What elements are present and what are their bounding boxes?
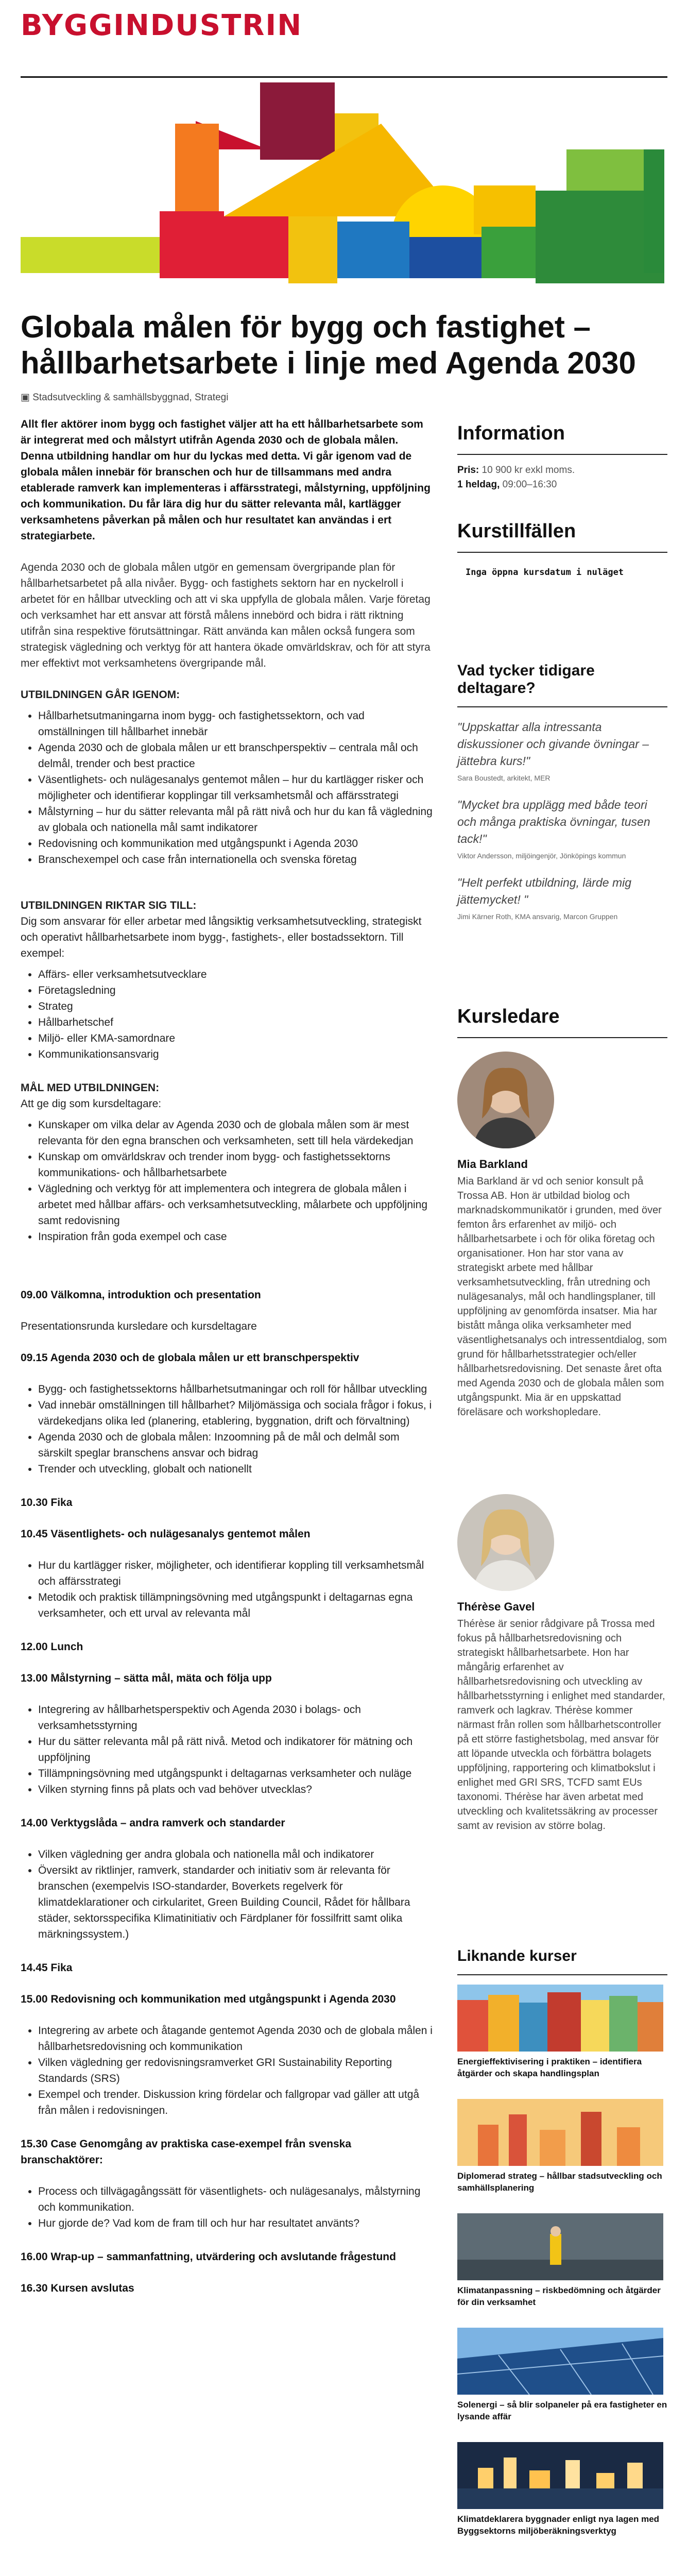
list-item: • Översikt av riktlinjer, ramverk, standarder och initiativ som är relevanta för branschen (exempelvis ISO-standarder, Boverkets regelverk för klimatdeklarationer och cirkularitet, Green Building Council, Rådet för hållbara städer, sektorsspecifika Klimatinitiativ och Färdplaner för fossilfritt samt olika märkningssystem.) — [38, 1862, 433, 1942]
list-item: • Vad innebär omställningen till hållbarhet? Miljömässiga och sociala frågor i fokus, i värdekedjans olika led (planering, etablering, byggnation, drift och förvaltning) — [38, 1397, 433, 1429]
schedule-1300-list — [21, 1702, 433, 1798]
target-heading: UTBILDNINGEN RIKTAR SIG TILL: — [21, 900, 197, 911]
quote-author-2: Viktor Andersson, miljöingenjör, Jönköpings kommun — [457, 852, 626, 860]
course-title[interactable]: Diplomerad strateg – hållbar stadsutveckling och samhällsplanering — [457, 2171, 662, 2193]
info-title: Information — [457, 422, 565, 444]
lead-paragraph: Allt fler aktörer inom bygg och fastighet väljer att ha ett hållbarhetsarbete som är integrerat med och målstyrt utifrån Agenda 2030 och de globala målen. Denna utbildning handlar om hur du lyckas med detta. Vi går igenom vad de globala målen innebär för branschen och hur de tillsammans med andra etablerade ramverk kan implementeras i affärsstrategi, målstyrning, uppföljning och kommunikation. Du får lära dig hur du sätter relevanta mål, kartlägger verksamhetens påverkan på målen och hur resultatet kan användas i ert strategiarbete. — [21, 418, 431, 542]
list-item: • Trender och utveckling, globalt och nationellt — [38, 1461, 433, 1477]
schedule-1400: 14.00 Verktygslåda – andra ramverk och standarder — [21, 1817, 285, 1829]
occasions-empty: Inga öppna kursdatum i nuläget — [466, 567, 624, 578]
goal-intro: Att ge dig som kursdeltagare: — [21, 1098, 162, 1110]
category-meta — [21, 392, 228, 403]
list-item: • Vilken vägledning ger redovisningsramverket GRI Sustainability Reporting Standards (SRS) — [38, 2055, 433, 2087]
list-item: • Hållbarhetschef — [38, 1014, 433, 1030]
course-card[interactable] — [457, 2213, 667, 2308]
course-card[interactable] — [457, 2099, 667, 2194]
leaders-title: Kursledare — [457, 1006, 560, 1027]
course-image — [457, 2213, 663, 2280]
quote-author-3: Jimi Kärner Roth, KMA ansvarig, Marcon Gruppen — [457, 912, 618, 921]
course-card[interactable] — [457, 2442, 667, 2537]
schedule-1600: 16.00 Wrap-up – sammanfattning, utvärdering och avslutande frågestund — [21, 2251, 396, 2263]
schedule-1300: 13.00 Målstyrning – sätta mål, mäta och följa upp — [21, 1672, 272, 1684]
course-title[interactable]: Energieffektivisering i praktiken – identifiera åtgärder och skapa handlingsplan — [457, 2057, 642, 2078]
header-divider — [21, 76, 667, 78]
occasions-box — [457, 520, 667, 578]
schedule-1045-list — [21, 1557, 433, 1621]
similar-title: Liknande kurser — [457, 1947, 577, 1964]
list-item: • Vilken styrning finns på plats och vad behöver utvecklas? — [38, 1782, 433, 1798]
category-tags[interactable]: Stadsutveckling & samhällsbyggnad, Strategi — [32, 392, 229, 403]
site-logo[interactable]: BYGGINDUSTRIN — [21, 9, 303, 42]
list-item: • Hållbarhetsutmaningarna inom bygg- och fastighetssektorn, och vad omställningen till hållbarhet innebär — [38, 708, 433, 740]
list-item: • Agenda 2030 och de globala målen ur ett branschperspektiv – centrala mål och delmål, trender och best practice — [38, 740, 433, 772]
schedule-0915-list — [21, 1381, 433, 1477]
goal-list — [21, 1117, 433, 1245]
list-item: • Målstyrning – hur du sätter relevanta mål på rätt nivå och hur du kan få vägledning av globala och nationella mål samt indikatorer — [38, 804, 433, 836]
schedule-1530: 15.30 Case Genomgång av praktiska case-exempel från svenska branschaktörer: — [21, 2138, 352, 2166]
reviews-box — [457, 662, 667, 935]
list-item: • Vägledning och verktyg för att implementera och integrera de globala målen i arbetet med hållbar affärs- och verksamhetsutveckling, målarbete och uppföljning samt redovisning — [38, 1181, 433, 1229]
leader-bio-2: Thérèse är senior rådgivare på Trossa med fokus på hållbarhetsredovisning och strategiskt hållbarhetsarbete. Hon har mångårig erfarenhet av hållbarhetsredovisning och utveckling av hållbarhetsstyrning i enlighet med standarder, ramverk och lagkrav. Thérèse kommer närmast från rollen som hållbarhetscontroller på ett större fastighetsbolag, med ansvar för att löpande utveckla och förbättra bolagets uppföljning, rapportering och klimatbokslut i enlighet med GRI SRS, TCFD samt EUs taxonomi. Thérèse har även arbetat med utveckling och kvalitetssäkring av processer samt av revision av större bolag. — [457, 1618, 665, 1832]
price-row: Pris: 10 900 kr exkl moms. — [457, 465, 575, 476]
leader-name-1: Mia Barkland — [457, 1158, 528, 1171]
duration-row: 1 heldag, 09:00–16:30 — [457, 479, 557, 490]
list-item: • Hur gjorde de? Vad kom de fram till och hur har resultatet använts? — [38, 2215, 433, 2231]
list-item: • Branschexempel och case från internationella och svenska företag — [38, 852, 433, 868]
schedule-0915: 09.15 Agenda 2030 och de globala målen ur ett branschperspektiv — [21, 1352, 359, 1364]
list-item: • Integrering av arbete och åtagande gentemot Agenda 2030 och de globala målen i hållbarhetsredovisning och kommunikation — [38, 2023, 433, 2055]
list-item: • Kommunikationsansvarig — [38, 1046, 433, 1062]
list-item: • Integrering av hållbarhetsperspektiv och Agenda 2030 i bolags- och verksamhetsstyrning — [38, 1702, 433, 1734]
calendar-icon: ▣ — [21, 392, 33, 403]
article-title: Globala målen för bygg och fastighet – hållbarhetsarbete i linje med Agenda 2030 — [21, 310, 636, 380]
list-item: • Tillämpningsövning med utgångspunkt i deltagarnas verksamheter och nuläge — [38, 1766, 433, 1782]
target-intro: Dig som ansvarar för eller arbetar med långsiktig verksamhetsutveckling, strategiskt och operativt hållbarhetsarbete inom bygg-, fastighets-, eller bostadssektorn. Till exempel: — [21, 916, 422, 959]
list-item: • Hur du kartlägger risker, möjligheter, och identifierar koppling till verksamhetsmål och affärsstrategi — [38, 1557, 433, 1589]
schedule-1500: 15.00 Redovisning och kommunikation med utgångspunkt i Agenda 2030 — [21, 1993, 396, 2005]
hero-illustration — [21, 82, 667, 304]
quote-3: "Helt perfekt utbildning, lärde mig jättemycket! " — [457, 876, 632, 906]
schedule-1445: 14.45 Fika — [21, 1962, 73, 1974]
list-item: • Företagsledning — [38, 982, 433, 998]
course-image — [457, 2328, 663, 2395]
schedule-1030: 10.30 Fika — [21, 1497, 73, 1509]
course-title[interactable]: Solenergi – så blir solpaneler på era fastigheter en lysande affär — [457, 2400, 667, 2421]
reviews-title: Vad tycker tidigare deltagare? — [457, 662, 595, 697]
leader-name-2: Thérèse Gavel — [457, 1600, 535, 1613]
course-title[interactable]: Klimatdeklarera byggnader enligt nya lagen med Byggsektorns miljöberäkningsverktyg — [457, 2514, 660, 2536]
leader-bio-1: Mia Barkland är vd och senior konsult på Trossa AB. Hon är utbildad biolog och marknadskommunikatör i grunden, med över femton års erfarenhet av miljö- och hållbarhetsarbete i och för olika företag och organisationer. Hon har stor vana av strategiskt arbete med hållbar verksamhetsutveckling, från utredning och nulägesanalys, mål och handlingsplaner, till uppföljning av genomförda insatser. Mia har bistått många olika verksamheter med väsentlighetsanalys och intressentdialog, som grund för hållbarhetsstrategier och/eller hållbarhetsredovisning. Det senaste året ofta med Agenda 2030 och de globala målen som utgångspunkt. Mia är en uppskattad föreläsare och workshopledare. — [457, 1176, 667, 1418]
course-image — [457, 1985, 663, 2052]
info-box — [457, 422, 667, 492]
quote-2: "Mycket bra upplägg med både teori och många praktiska övningar, tusen tack!" — [457, 798, 650, 845]
similar-courses — [457, 1947, 667, 2537]
through-list — [21, 708, 433, 868]
schedule-1630: 16.30 Kursen avslutas — [21, 2282, 134, 2294]
course-title[interactable]: Klimatanpassning – riskbedömning och åtgärder för din verksamhet — [457, 2285, 661, 2307]
list-item: • Bygg- och fastighetssektorns hållbarhetsutmaningar och roll för hållbar utveckling — [38, 1381, 433, 1397]
quote-1: "Uppskattar alla intressanta diskussioner och givande övningar – jättebra kurs!" — [457, 720, 649, 768]
list-item: • Agenda 2030 och de globala målen: Inzoomning på de mål och delmål som särskilt speglar branschens ansvar och bidrag — [38, 1429, 433, 1461]
schedule-1530-list — [21, 2183, 433, 2231]
intro-paragraph: Agenda 2030 och de globala målen utgör en gemensam övergripande plan för hållbarhetsarbetet på alla nivåer. Bygg- och fastighets sektorn har en nyckelroll i arbetet för en hållbar utveckling och att vi ska uppfylla de globala målen. Varje företag och verksamhet har ett ansvar att förstå målens innebörd och bidra i rätt riktning utifrån sina respektive förutsättningar. Rätt använda kan målen också fungera som strategisk vägledning och verktyg för att hantera ökade omvärldskrav, och för att styra mer effektivt mot verksamhetens övergripande mål. — [21, 562, 431, 669]
target-list — [21, 967, 433, 1062]
list-item: • Väsentlighets- och nulägesanalys gentemot målen – hur du kartlägger risker och möjligheter och identifierar kopplingar till verksamhetsmål och affärsstrategi — [38, 772, 433, 804]
list-item: • Hur du sätter relevanta mål på rätt nivå. Metod och indikatorer för mätning och uppföljning — [38, 1734, 433, 1766]
avatar — [457, 1494, 554, 1591]
schedule-1500-list — [21, 2023, 433, 2119]
occasions-title: Kurstillfällen — [457, 520, 576, 542]
list-item: • Affärs- eller verksamhetsutvecklare — [38, 967, 433, 982]
list-item: • Process och tillvägagångssätt för väsentlighets- och nulägesanalys, målstyrning och kommunikation. — [38, 2183, 433, 2215]
list-item: • Vilken vägledning ger andra globala och nationella mål och indikatorer — [38, 1846, 433, 1862]
list-item: • Metodik och praktisk tillämpningsövning med utgångspunkt i deltagarnas egna verksamheter, och ett urval av relevanta mål — [38, 1589, 433, 1621]
course-image — [457, 2099, 663, 2166]
list-item: • Inspiration från goda exempel och case — [38, 1229, 433, 1245]
list-item: • Strateg — [38, 998, 433, 1014]
list-item: • Exempel och trender. Diskussion kring fördelar och fallgropar vad gäller att utgå från målen i redovisningen. — [38, 2087, 433, 2119]
schedule-1200: 12.00 Lunch — [21, 1641, 83, 1653]
course-card[interactable] — [457, 2328, 667, 2422]
quote-author-1: Sara Boustedt, arkitekt, MER — [457, 774, 551, 782]
leader-2 — [457, 1494, 667, 1833]
schedule-1045: 10.45 Väsentlighets- och nulägesanalys gentemot målen — [21, 1528, 311, 1540]
article-body — [21, 416, 433, 2312]
goal-heading: MÅL MED UTBILDNINGEN: — [21, 1082, 160, 1094]
list-item: • Redovisning och kommunikation med utgångspunkt i Agenda 2030 — [38, 836, 433, 852]
course-image — [457, 2442, 663, 2509]
avatar — [457, 1052, 554, 1148]
list-item: • Kunskaper om vilka delar av Agenda 2030 och de globala målen som är mest relevanta för den egna branschen och verksamheten, sett till hela värdekedjan — [38, 1117, 433, 1149]
course-card[interactable] — [457, 1985, 667, 2079]
schedule-0900-sub: Presentationsrunda kursledare och kursdeltagare — [21, 1320, 257, 1332]
schedule-1400-list — [21, 1846, 433, 1942]
schedule-0900: 09.00 Välkomna, introduktion och presentation — [21, 1289, 261, 1301]
list-item: • Miljö- eller KMA-samordnare — [38, 1030, 433, 1046]
leaders-box — [457, 1006, 667, 1419]
list-item: • Kunskap om omvärldskrav och trender inom bygg- och fastighetssektorns kommunikations- och hållbarhetsarbete — [38, 1149, 433, 1181]
through-heading: UTBILDNINGEN GÅR IGENOM: — [21, 689, 180, 701]
